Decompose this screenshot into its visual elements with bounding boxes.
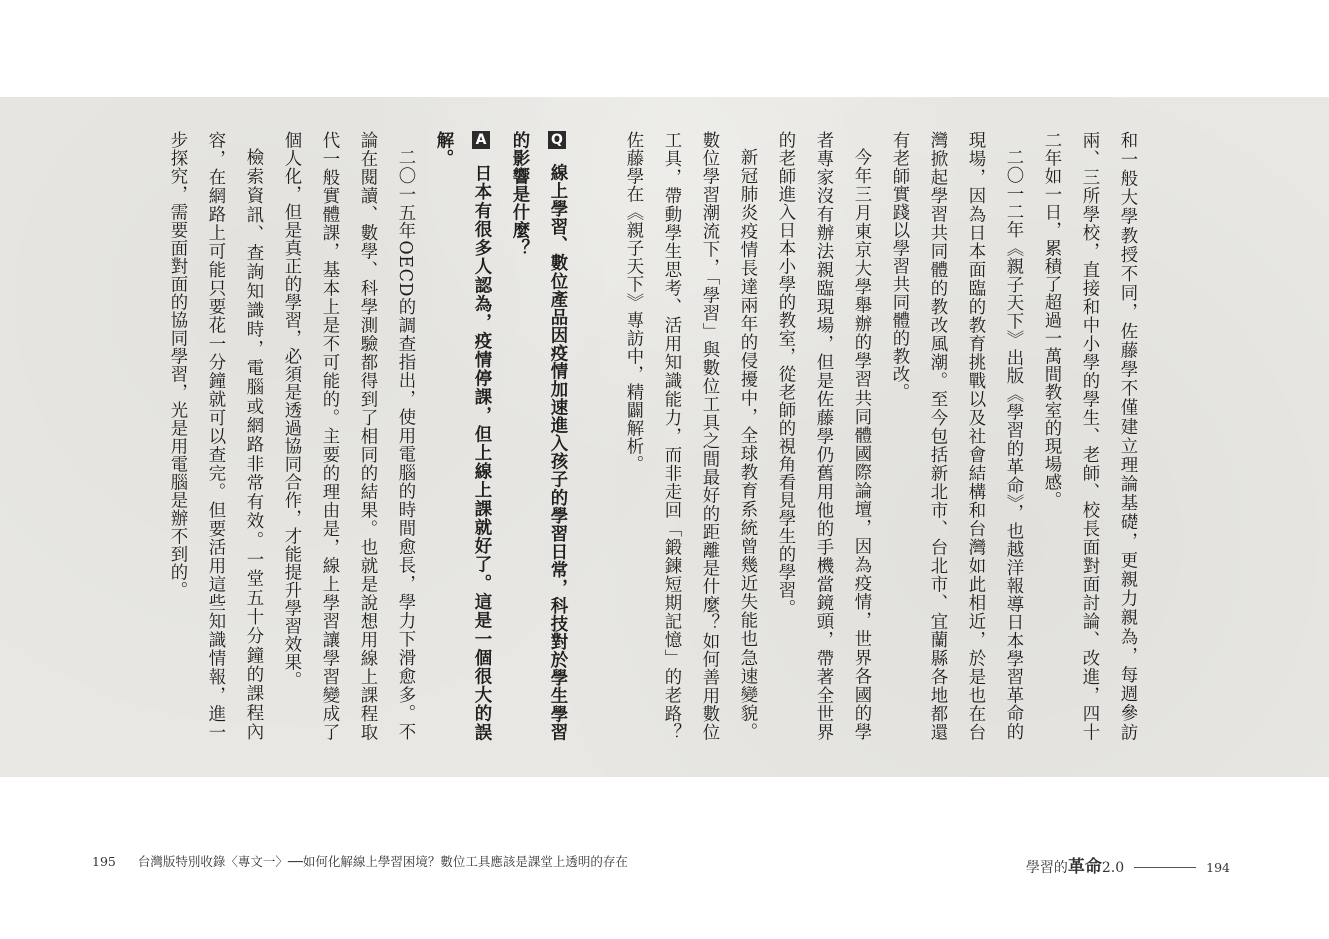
q-badge: Q (549, 131, 565, 149)
a-badge: A (473, 131, 489, 149)
paragraph: 檢索資訊、查詢知識時，電腦或網路非常有效。一堂五十分鐘的課程內容，在網路上可能只要花一分鐘就可以查完。但要活用這些知識情報，進一步探究，需要面對面的協同學習，光是用電腦是辦不到的。 (167, 131, 263, 741)
vertical-body-text (158, 131, 1146, 741)
question-text: 線上學習、數位產品因疫情加速進入孩子的學習日常，科技對於學生學習的影響是什麼？ (509, 131, 567, 742)
paragraph: 新冠肺炎疫情長達兩年的侵擾中，全球教育系統曾幾近失能也急速變貌。數位學習潮流下，「學習」與數位工具之間最好的距離是什麼？如何善用數位工具，帶動學生思考、活用知識能力，而非走回「鍛鍊短期記憶」的老路？佐藤學在《親子天下》專訪中，精闢解析。 (623, 131, 757, 741)
right-footer (1026, 852, 1230, 877)
book-title: 學習的革命2.0 (1025, 857, 1125, 877)
paragraph: 二〇一五年OECD的調查指出，使用電腦的時間愈長，學力下滑愈多。不論在閱讀、數學、科學測驗都得到了相同的結果。也就是說想用線上課程取代一般實體課，基本上是不可能的。主要的理由是，線上學習讓學習變成了個人化，但是真正的學習，必須是透過協同合作，才能提升學習效果。 (281, 131, 415, 741)
left-page-number: 195 (92, 854, 116, 869)
footer-rule (1134, 867, 1196, 868)
paragraph: 二〇一二年《親子天下》出版《學習的革命》，也越洋報導日本學習革命的現場，因為日本面臨的教育挑戰以及社會結構和台灣如此相近，於是也在台灣掀起學習共同體的教改風潮。至今包括新北市、台北市、宜蘭縣各地都還有老師實踐以學習共同體的教改。 (889, 131, 1023, 741)
answer-text: 日本有很多人認為，疫情停課，但上線上課就好了。這是一個很大的誤解。 (433, 131, 491, 742)
question-block (500, 131, 576, 741)
paragraph: 今年三月東京大學舉辦的學習共同體國際論壇，因為疫情，世界各國的學者專家沒有辦法親臨現場，但是佐藤學仍舊用他的手機當鏡頭，帶著全世界的老師進入日本小學的教室，從老師的視角看見學生的學習。 (775, 131, 871, 741)
right-page-number: 194 (1206, 860, 1230, 875)
left-running-head: 台灣版特別收錄〈專文一〉──如何化解線上學習困境？數位工具應該是課堂上透明的存在 (137, 854, 628, 869)
left-footer (92, 852, 628, 870)
answer-block (424, 131, 500, 741)
paragraph: 和一般大學教授不同，佐藤學不僅建立理論基礎，更親力親為，每週參訪兩、三所學校，直接和中小學的學生、老師、校長面對面討論、改進，四十二年如一日，累積了超過一萬間教室的現場感。 (1041, 131, 1137, 741)
